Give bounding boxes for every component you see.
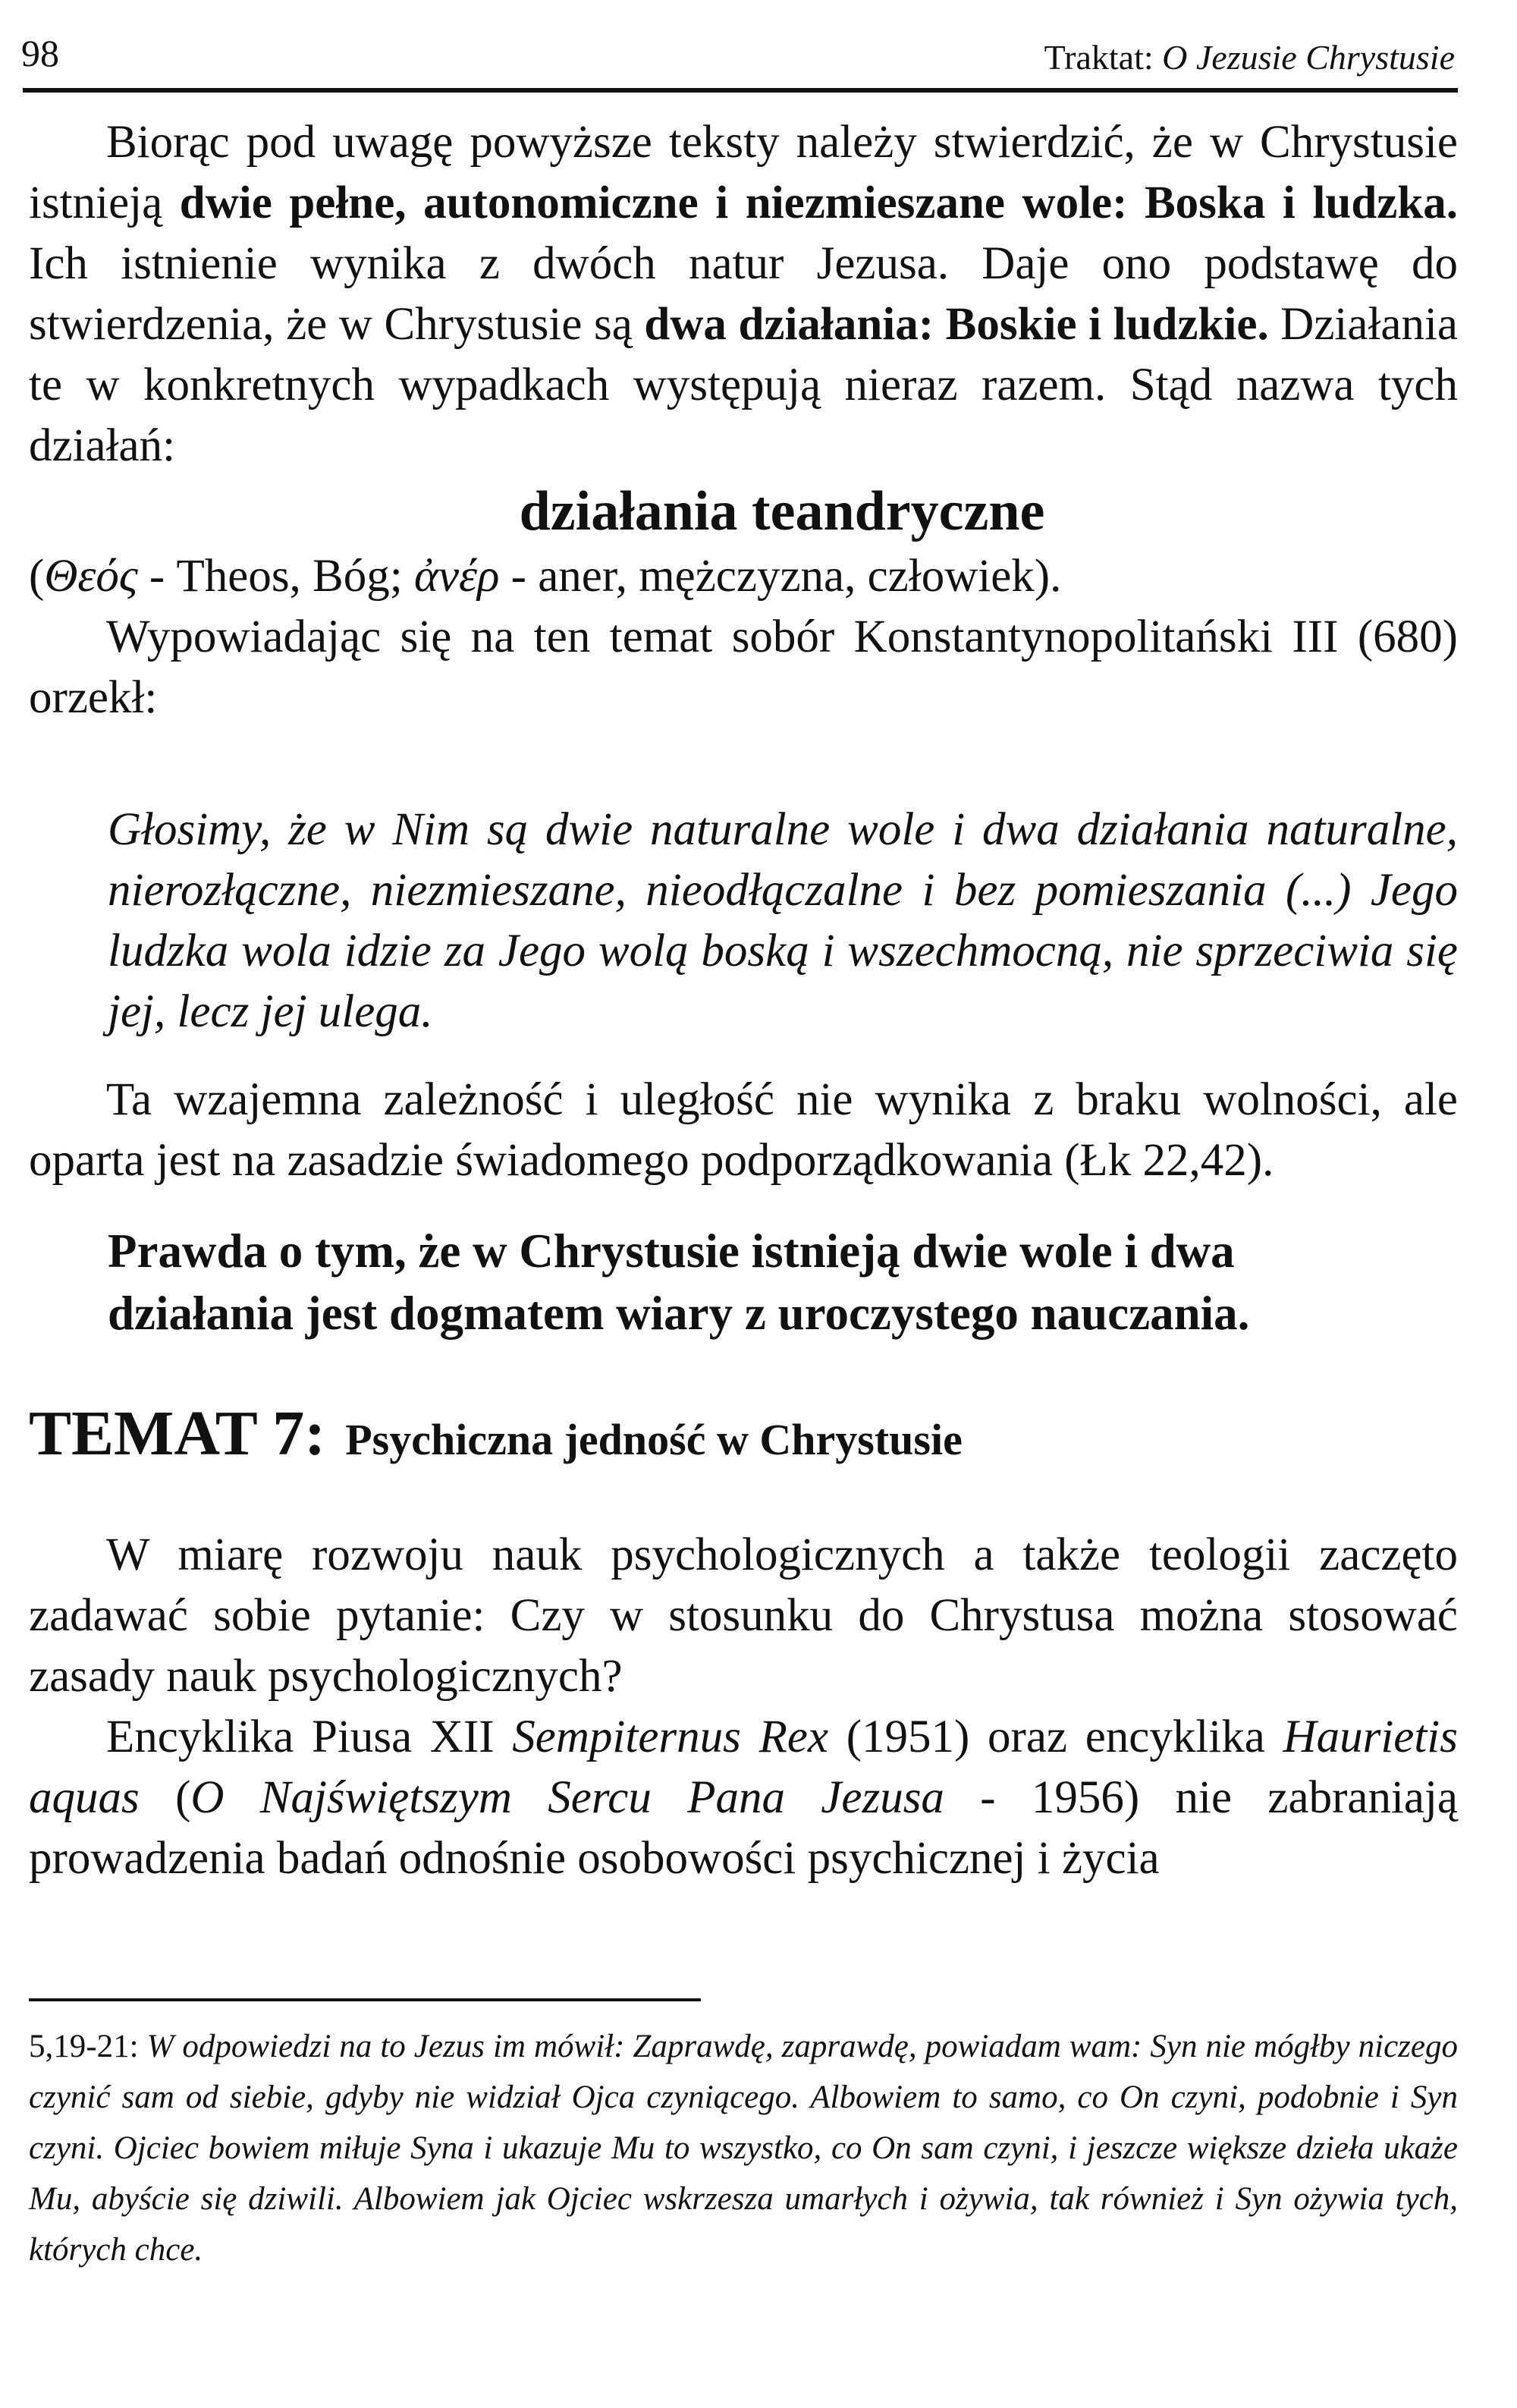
- paren-open: (: [29, 551, 45, 602]
- section-heading: [29, 1396, 963, 1478]
- running-header: [1044, 36, 1455, 79]
- running-header-title: O Jezusie Chrystusie: [1162, 38, 1455, 77]
- paragraph-council: Wypowiadając się na ten temat sobór Konstantynopolitański III (680) orzekł:: [29, 611, 1458, 723]
- footnote: [29, 2021, 1458, 2275]
- etymology-text: - Theos, Bóg;: [137, 551, 414, 602]
- encyclical-subtitle: O Najświętszym Sercu Pana Jezusa: [190, 1772, 944, 1823]
- paragraph-text: Encyklika Piusa XII: [106, 1712, 513, 1762]
- section-title: Psychiczna jedność w Chrystusie: [345, 1415, 963, 1464]
- paragraph-text: Biorąc pod uwagę powyższe teksty należy stwierdzić, że w Chrystusie istnieją: [29, 117, 1458, 228]
- greek-word-theos: Θεός: [44, 551, 138, 602]
- greek-etymology-line: [29, 546, 1458, 607]
- paragraph-wills: [29, 112, 1458, 476]
- bold-phrase-wills: dwie pełne, autonomiczne i niezmieszane wole: Boska i ludzka.: [179, 178, 1458, 228]
- page-number: 98: [21, 32, 59, 74]
- paragraph-encyclicals: [29, 1707, 1458, 1889]
- footnote-text: W odpowiedzi na to Jezus im mówił: Zaprawdę, zaprawdę, powiadam wam: Syn nie mógłby niczego czynić sam od siebie, gdyby nie widział Ojca czyniącego. Albowiem to samo, co On czyni, podobnie i Syn czyni. Ojciec bowiem miłuje Syna i ukazuje Mu to wszystko, co On sam czyni, i jeszcze większe dzieła ukaże Mu, abyście się dziwili. Albowiem jak Ojciec wskrzesza umarłych i ożywia, tak również i Syn ożywia tych, których chce.: [29, 2029, 1458, 2268]
- paragraph-text: - 1956) nie zabraniają prowadzenia badań odnośnie osobowości psychicznej i życia: [29, 1772, 1458, 1884]
- footnote-reference: 5,19-21:: [29, 2029, 147, 2064]
- main-text-block: [29, 112, 1458, 728]
- header-rule: [23, 88, 1458, 93]
- bold-phrase-actions: dwa działania: Boskie i ludzkie.: [644, 299, 1269, 350]
- council-quote: Głosimy, że w Nim są dwie naturalne wole i dwa działania naturalne, nierozłączne, niezmieszane, nieodłączalne i bez pomieszania (...) Jego ludzka wola idzie za Jego wolą boską i wszechmocną, nie sprzeciwia się jej, lecz jej ulega.: [108, 804, 1458, 1037]
- greek-word-aner: ἀνέρ: [413, 551, 500, 602]
- paragraph-text: (: [139, 1772, 191, 1823]
- paragraph-dependence: Ta wzajemna zależność i uległość nie wynika z braku wolności, ale oparta jest na zasadzie świadomego podporządkowania (Łk 22,42).: [29, 1074, 1458, 1186]
- etymology-text: - aner, mężczyzna, człowiek).: [499, 551, 1062, 602]
- encyclical-title-1: Sempiternus Rex: [512, 1712, 828, 1762]
- section-label: TEMAT 7:: [29, 1398, 326, 1469]
- section-text-block: [29, 1525, 1458, 1889]
- dogma-statement: Prawda o tym, że w Chrystusie istnieją dwie wole i dwa działania jest dogmatem wiary z uroczystego nauczania.: [108, 1224, 1250, 1340]
- running-header-prefix: Traktat:: [1044, 38, 1163, 77]
- encyclical-title-2: Haurietis aquas: [29, 1712, 1458, 1823]
- paragraph-dependence-block: [29, 1070, 1458, 1191]
- paragraph-psychology: W miarę rozwoju nauk psychologicznych a także teologii zaczęto zadawać sobie pytanie: Czy w stosunku do Chrystusa można stosować zasady nauk psychologicznych?: [29, 1529, 1458, 1702]
- paragraph-text: Ich istnienie wynika z dwóch natur Jezusa. Daje ono podstawę do stwierdzenia, że w Chrystusie są: [29, 238, 1458, 350]
- paragraph-text: Działania te w konkretnych wypadkach występują nieraz razem. Stąd nazwa tych działań:: [29, 299, 1459, 471]
- paragraph-text: (1951) oraz encyklika: [828, 1712, 1283, 1762]
- term-heading: działania teandryczne: [519, 480, 1045, 542]
- footnote-rule: [29, 1998, 701, 2001]
